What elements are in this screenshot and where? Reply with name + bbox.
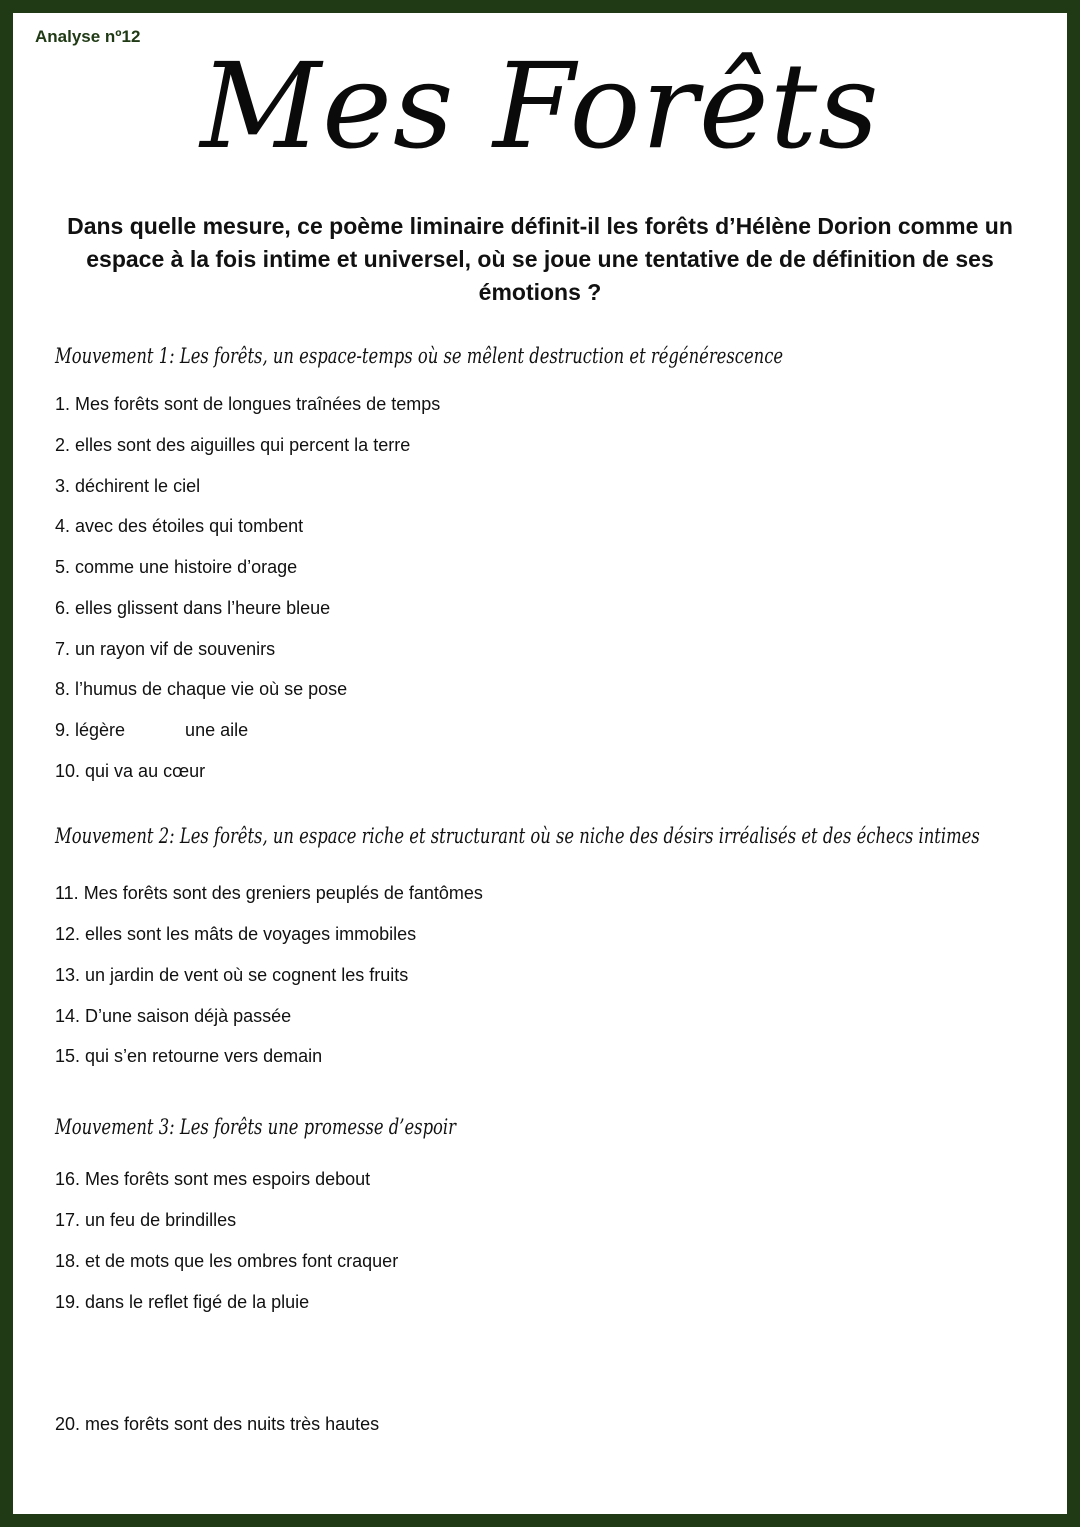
verse-line: 20. mes forêts sont des nuits très hautes	[55, 1414, 380, 1434]
page-title: Mes Forêts	[200, 37, 880, 175]
verse-line: 14. D’une saison déjà passée	[55, 1006, 292, 1026]
document-page	[13, 13, 1067, 1514]
verse-line: 18. et de mots que les ombres font craquer	[55, 1251, 399, 1271]
verse-line: 2. elles sont des aiguilles qui percent la terre	[55, 435, 411, 455]
verse-line: 11. Mes forêts sont des greniers peuplés de fantômes	[55, 883, 483, 903]
verse-line: 7. un rayon vif de souvenirs	[55, 639, 276, 659]
verse-line: 4. avec des étoiles qui tombent	[55, 516, 304, 536]
verse-line: 8. l’humus de chaque vie où se pose	[55, 679, 348, 699]
verse-line: 16. Mes forêts sont mes espoirs debout	[55, 1169, 371, 1189]
analyse-label: Analyse nº12	[35, 27, 141, 46]
verse-line: 12. elles sont les mâts de voyages immobiles	[55, 924, 417, 944]
problematique-question: Dans quelle mesure, ce poème liminaire définit-il les forêts d’Hélène Dorion comme un espace à la fois intime et universel, où se joue une tentative de de définition de ses émotions ?	[67, 213, 1013, 305]
verse-line: 9. légère une aile	[55, 720, 249, 740]
verse-line: 10. qui va au cœur	[55, 761, 206, 781]
verse-line: 19. dans le reflet figé de la pluie	[55, 1292, 310, 1312]
verse-line: 6. elles glissent dans l’heure bleue	[55, 598, 331, 618]
verse-line: 3. déchirent le ciel	[55, 476, 201, 496]
movement-3-heading: Mouvement 3: Les forêts une promesse d’espoir	[55, 1115, 456, 1139]
movement-1-heading: Mouvement 1: Les forêts, un espace-temps où se mêlent destruction et régénérescence	[55, 344, 784, 368]
movement-2-heading: Mouvement 2: Les forêts, un espace riche et structurant où se niche des désirs irréalisés et des échecs intimes	[55, 824, 980, 848]
verse-line: 15. qui s’en retourne vers demain	[55, 1046, 323, 1066]
verse-line: 1. Mes forêts sont de longues traînées de temps	[55, 394, 441, 414]
verse-line: 13. un jardin de vent où se cognent les fruits	[55, 965, 409, 985]
verse-line: 17. un feu de brindilles	[55, 1210, 237, 1230]
verse-line: 5. comme une histoire d’orage	[55, 557, 298, 577]
